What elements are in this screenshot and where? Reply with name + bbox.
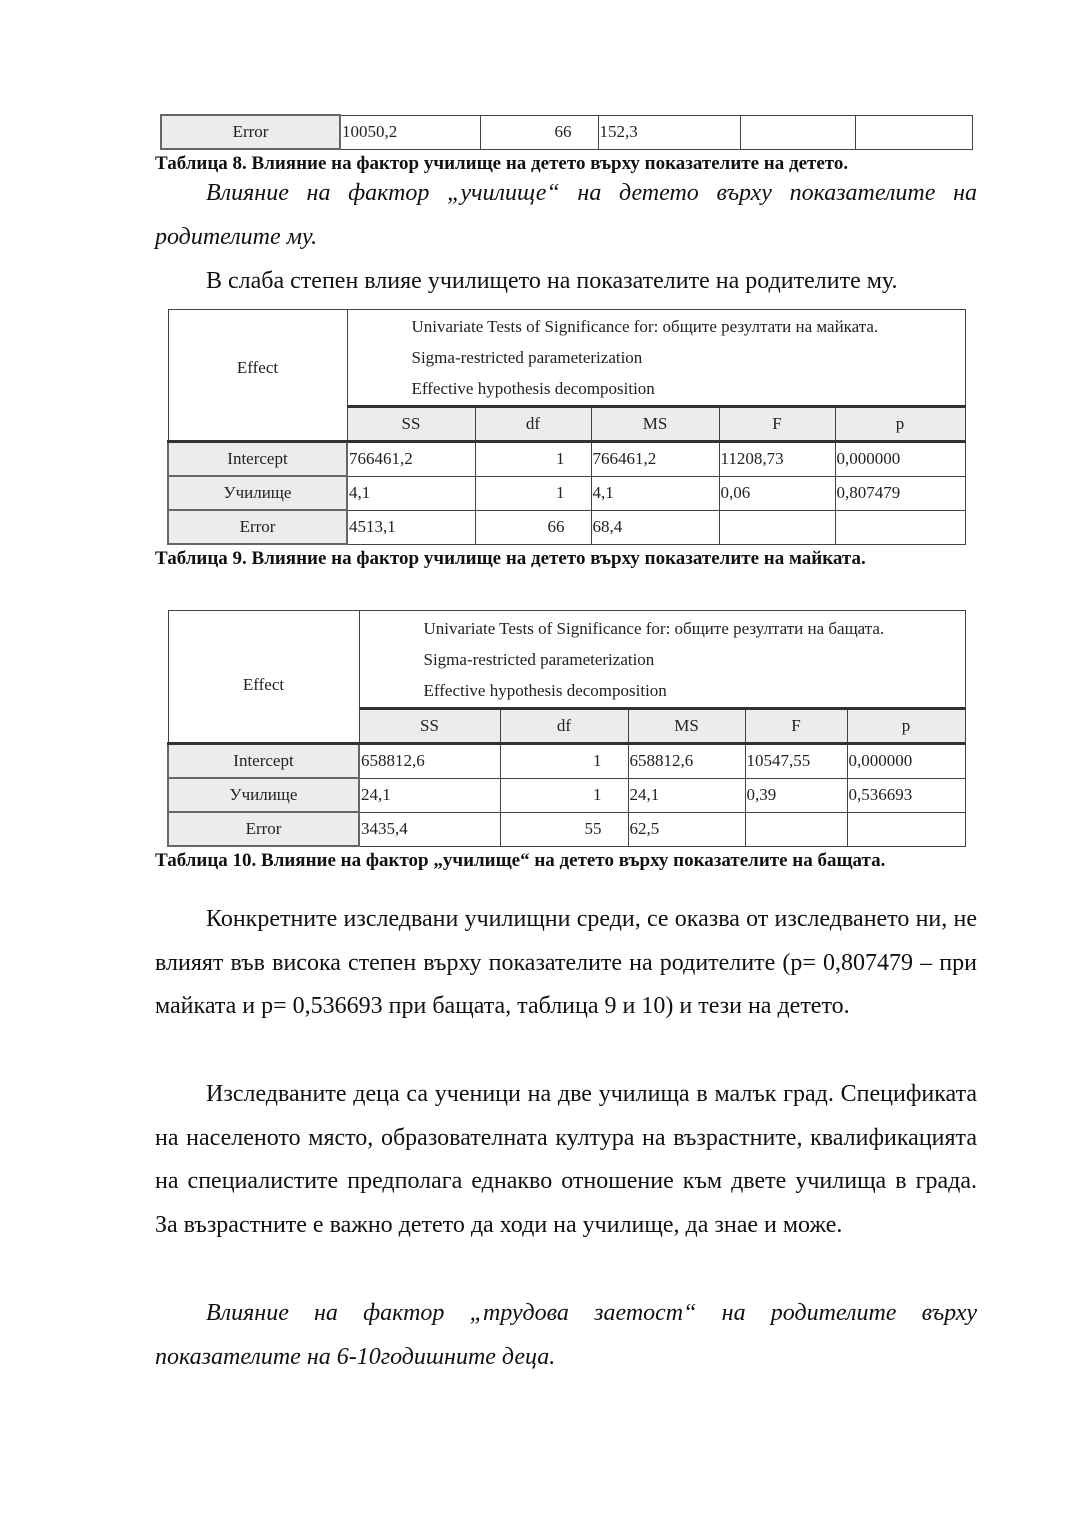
effect-cell: Intercept: [168, 744, 359, 779]
table-row: [168, 442, 965, 477]
table-10: [167, 610, 966, 847]
effect-header: Effect: [168, 611, 359, 744]
header-df: df: [475, 407, 591, 442]
title-line-2: Sigma-restricted parameterization: [411, 348, 643, 367]
header-p: p: [835, 407, 965, 442]
ms-cell: 766461,2: [591, 442, 719, 477]
df-cell: 66: [480, 115, 598, 149]
ms-cell: 658812,6: [628, 744, 745, 779]
effect-cell: Error: [161, 115, 340, 149]
ss-cell: 766461,2: [347, 442, 475, 477]
caption-table-9: Таблица 9. Влияние на фактор училище на детето върху показателите на майката.: [155, 548, 866, 569]
table-row: [168, 510, 965, 544]
p-cell: 0,536693: [847, 778, 965, 812]
table-title: [359, 611, 965, 709]
subheading-school-parents: [155, 172, 977, 259]
header-f: F: [745, 709, 847, 744]
table-row: [168, 744, 965, 779]
df-cell: 66: [475, 510, 591, 544]
title-line-1: Univariate Tests of Significance for: общите резултати на бащата.: [423, 618, 885, 638]
ss-cell: 4,1: [347, 476, 475, 510]
ms-cell: 68,4: [591, 510, 719, 544]
f-cell: [719, 510, 835, 544]
table8-tail: [160, 114, 973, 150]
header-p: p: [847, 709, 965, 744]
p-cell: [847, 812, 965, 846]
effect-cell: Error: [168, 812, 359, 846]
df-cell: 1: [475, 476, 591, 510]
ms-cell: 24,1: [628, 778, 745, 812]
subheading-text: Влияние на фактор „училище“ на детето върху показателите на родителите му.: [155, 180, 977, 250]
effect-header: Effect: [168, 310, 347, 442]
table-title: [347, 310, 965, 407]
df-cell: 1: [475, 442, 591, 477]
f-cell: [745, 812, 847, 846]
title-line-1: Univariate Tests of Significance for: общите резултати на майката.: [411, 317, 879, 336]
ms-cell: 152,3: [598, 115, 740, 149]
ss-cell: 3435,4: [359, 812, 500, 846]
f-cell: 10547,55: [745, 744, 847, 779]
title-line-3: Effective hypothesis decomposition: [423, 680, 667, 700]
ss-cell: 658812,6: [359, 744, 500, 779]
df-cell: 1: [500, 778, 628, 812]
effect-cell: Училище: [168, 476, 347, 510]
table-row: [161, 115, 972, 149]
paragraph-two-schools: Изследваните деца са ученици на две училища в малък град. Спецификата на населеното място, образователната култура на възрастните, квалификацията на специалистите предполага еднакво отношение към двете училища в града. За възрастните е важно детето да ходи на училище, да знае и може.: [155, 1081, 977, 1238]
title-line-2: Sigma-restricted parameterization: [423, 649, 655, 669]
paragraph-weak-influence: В слаба степен влияе училището на показателите на родителите му.: [206, 268, 898, 294]
p-cell: 0,807479: [835, 476, 965, 510]
paragraph-school-environments: Конкретните изследвани училищни среди, се оказва от изследването ни, не влияят във висока степен върху показателите на родителите (р= 0,807479 – при майката и р= 0,536693 при бащата, таблица 9 и 10) и тези на детето.: [155, 906, 977, 1019]
caption-table-10: Таблица 10. Влияние на фактор „училище“ на детето върху показателите на бащата.: [155, 850, 886, 871]
title-line-3: Effective hypothesis decomposition: [411, 379, 655, 398]
p-cell: [835, 510, 965, 544]
subheading-employment: Влияние на фактор „трудова заетост“ на родителите върху показателите на 6-10годишните деца.: [155, 1300, 977, 1370]
ms-cell: 62,5: [628, 812, 745, 846]
table-row: [168, 476, 965, 510]
df-cell: 55: [500, 812, 628, 846]
ss-cell: 4513,1: [347, 510, 475, 544]
df-cell: 1: [500, 744, 628, 779]
f-cell: 11208,73: [719, 442, 835, 477]
header-df: df: [500, 709, 628, 744]
ms-cell: 4,1: [591, 476, 719, 510]
p-cell: 0,000000: [847, 744, 965, 779]
table-9: [167, 309, 966, 545]
p-cell: 0,000000: [835, 442, 965, 477]
header-ss: SS: [359, 709, 500, 744]
effect-cell: Училище: [168, 778, 359, 812]
header-f: F: [719, 407, 835, 442]
table-row: [168, 778, 965, 812]
caption-table-8: Таблица 8. Влияние на фактор училище на детето върху показателите на детето.: [155, 153, 849, 174]
header-ms: MS: [628, 709, 745, 744]
f-cell: [740, 115, 855, 149]
f-cell: 0,39: [745, 778, 847, 812]
table-row: [168, 812, 965, 846]
header-ss: SS: [347, 407, 475, 442]
header-ms: MS: [591, 407, 719, 442]
ss-cell: 10050,2: [340, 115, 480, 149]
p-cell: [855, 115, 972, 149]
f-cell: 0,06: [719, 476, 835, 510]
effect-cell: Error: [168, 510, 347, 544]
effect-cell: Intercept: [168, 442, 347, 477]
ss-cell: 24,1: [359, 778, 500, 812]
